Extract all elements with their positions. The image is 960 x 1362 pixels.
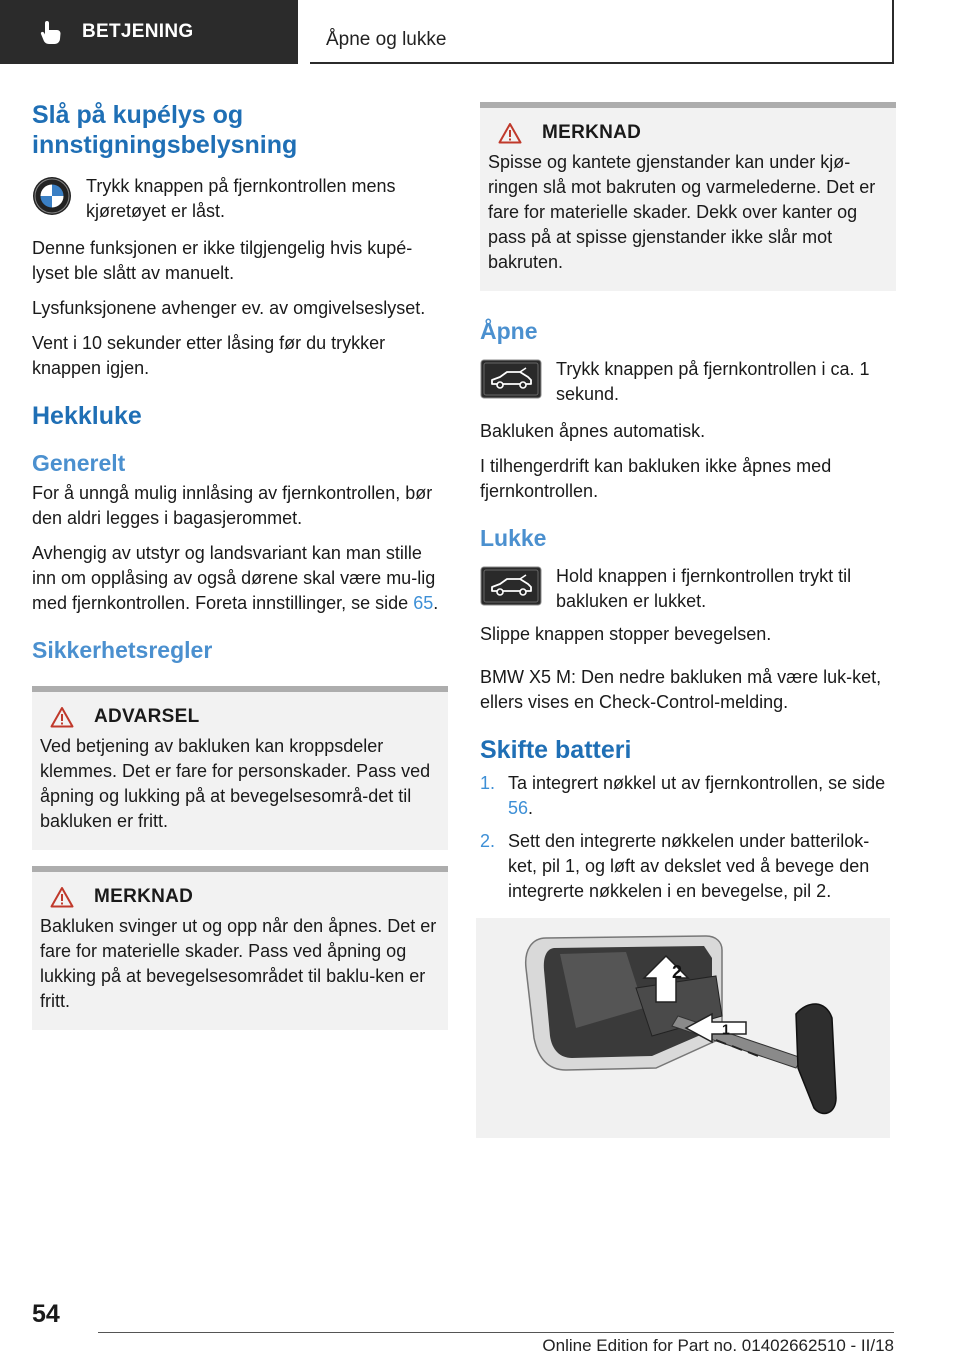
- list-item: [480, 829, 896, 904]
- warning-triangle-icon: [50, 886, 74, 908]
- list-item: [480, 771, 896, 821]
- battery-steps: [480, 771, 896, 904]
- tailgate-button-icon: [480, 566, 542, 606]
- paragraph: I tilhengerdrift kan bakluken ikke åpnes med fjernkontrollen.: [480, 456, 832, 501]
- heading-sikkerhetsregler: Sikkerhetsregler: [32, 637, 213, 663]
- step-text-end: .: [528, 798, 534, 818]
- chapter-title: Åpne og lukke: [326, 29, 447, 50]
- key-battery-figure: [476, 918, 890, 1138]
- footer-divider: [98, 1332, 894, 1333]
- paragraph: For å unngå mulig innlåsing av fjernkontrollen, bør den aldri legges i bagasjerommet.: [32, 483, 433, 528]
- close-instruction: [480, 564, 896, 614]
- note-title: MERKNAD: [542, 122, 642, 143]
- note-header: [488, 122, 888, 144]
- figure-label-2: 2: [672, 962, 683, 982]
- left-column: [32, 100, 448, 1044]
- paragraph: Lysfunksjonene avhenger ev. av omgivelseslyset.: [32, 298, 426, 318]
- paragraph: Bakluken åpnes automatisk.: [480, 421, 706, 441]
- figure-label-1: 1: [722, 1021, 730, 1037]
- paragraph: Denne funksjonen er ikke tilgjengelig hvis kupé-lyset ble slått av manuelt.: [32, 238, 413, 283]
- page-number: 54: [32, 1300, 60, 1328]
- step-text: [508, 771, 896, 821]
- heading-apne: Åpne: [480, 318, 538, 344]
- interior-light-icon-text: Trykk knappen på fjernkontrollen mens kjøretøyet er låst.: [86, 176, 396, 221]
- interior-light-instruction: [32, 174, 448, 224]
- warning-triangle-icon: [50, 706, 74, 728]
- page-link-56[interactable]: 56: [508, 798, 529, 818]
- heading-lukke: Lukke: [480, 525, 547, 551]
- paragraph: BMW X5 M: Den nedre bakluken må være luk-ket, ellers vises en Check-Control-melding.: [480, 667, 882, 712]
- heading-skifte-batteri: Skifte batteri: [480, 736, 632, 764]
- warning-triangle-icon: [498, 122, 522, 144]
- step-number: 2.: [480, 831, 496, 851]
- heading-interior-light: Slå på kupélys og innstigningsbelysning: [32, 101, 298, 159]
- note-title: MERKNAD: [94, 886, 194, 907]
- close-icon-text: Hold knappen i fjernkontrollen trykt til bakluken er lukket.: [556, 566, 852, 611]
- warning-text: Ved betjening av bakluken kan kroppsdeler klemmes. Det er fare for personskader. Pass ved åpning og lukking på at bevegelsesområ-det til bakluken er fritt.: [40, 736, 431, 831]
- warning-box: [32, 686, 448, 850]
- paragraph: Vent i 10 sekunder etter låsing før du trykker knappen igjen.: [32, 333, 386, 378]
- right-column: [480, 102, 896, 1138]
- open-icon-text: Trykk knappen på fjernkontrollen i ca. 1 sekund.: [556, 359, 870, 404]
- paragraph-text: Avhengig av utstyr og landsvariant kan man stille inn om opplåsing av også dørene skal være mu-lig med fjernkontrollen. Foreta innstillinger, se side: [32, 543, 436, 613]
- hand-pointer-icon: [38, 19, 64, 45]
- heading-generelt: Generelt: [32, 450, 126, 476]
- step-number: 1.: [480, 773, 496, 793]
- note-header: [40, 886, 440, 908]
- step-text-body: Ta integrert nøkkel ut av fjernkontrollen, se side: [508, 773, 886, 793]
- key-fob-illustration: [476, 918, 890, 1138]
- note-text: Spisse og kantete gjenstander kan under kjø-ringen slå mot bakruten og varmelederne. Det er fare for materielle skader. Dekk over kanter og pass på at spisse gjenstander ikke slår mot bakruten.: [488, 152, 876, 272]
- header-section-tab: [0, 0, 298, 64]
- bmw-logo-icon: [32, 176, 72, 216]
- step-text: Sett den integrerte nøkkelen under batterilok-ket, pil 1, og løft av dekslet ved å bevege den integrerte nøkkelen i en bevegelse, pil 2.: [508, 831, 870, 901]
- tailgate-button-icon: [480, 359, 542, 399]
- note-box: [32, 866, 448, 1030]
- paragraph: Slippe knappen stopper bevegelsen.: [480, 624, 772, 644]
- heading-hekkluke: Hekkluke: [32, 402, 142, 430]
- footer-edition: Online Edition for Part no. 01402662510 - II/18: [542, 1336, 894, 1355]
- page-link-65[interactable]: 65: [413, 593, 434, 613]
- section-label: BETJENING: [82, 21, 194, 42]
- warning-header: [40, 706, 440, 728]
- open-instruction: [480, 357, 896, 407]
- header-title-box: [310, 0, 894, 64]
- paragraph-end: .: [433, 593, 439, 613]
- warning-title: ADVARSEL: [94, 706, 200, 727]
- note-text: Bakluken svinger ut og opp når den åpnes. Det er fare for materielle skader. Pass ved åpning og lukking på at bevegelsesområdet til baklu-ken er fritt.: [40, 916, 437, 1011]
- paragraph-settings: [32, 541, 448, 616]
- note-box: [480, 102, 896, 291]
